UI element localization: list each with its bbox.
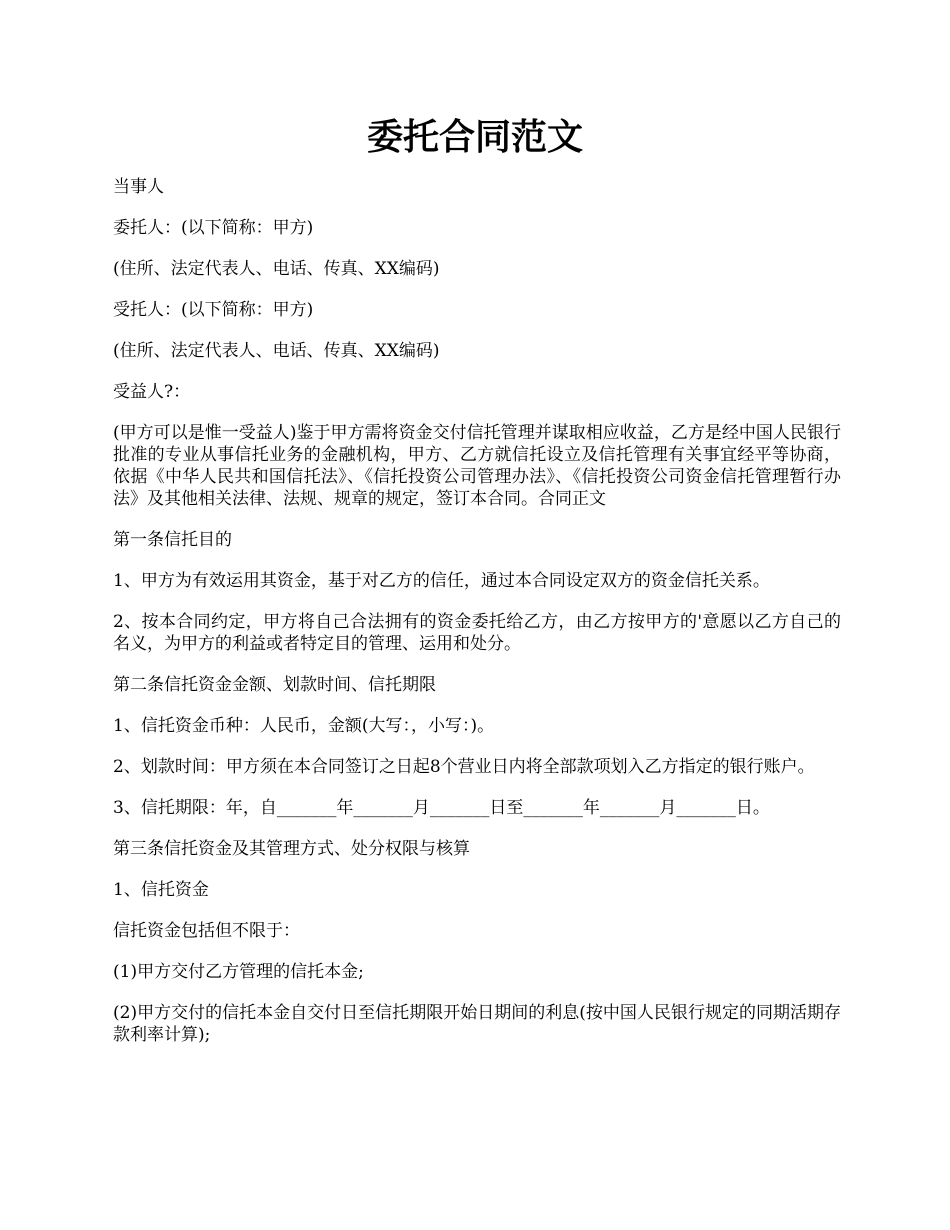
paragraph-article-2-item-1: 1、信托资金币种：人民币，金额(大写：，小写：)。 — [113, 716, 495, 736]
paragraph-trustee: 受托人：(以下简称：甲方) — [113, 300, 314, 320]
paragraph-article-2-item-3: 3、信托期限：年，自_______年_______月_______日至_______年_______月_______日。 — [113, 798, 770, 818]
paragraph-article-2-item-2: 2、划款时间：甲方须在本合同签订之日起8个营业日内将全部款项划入乙方指定的银行账户。 — [113, 757, 815, 777]
paragraph-principal: 委托人：(以下简称：甲方) — [113, 218, 314, 238]
paragraph-article-3-intro: 信托资金包括但不限于： — [113, 921, 300, 941]
paragraph-article-2-heading: 第二条信托资金金额、划款时间、信托期限 — [113, 675, 436, 695]
paragraph-trustee-details: (住所、法定代表人、电话、传真、XX编码) — [113, 341, 440, 361]
paragraph-article-3-sub-1: (1)甲方交付乙方管理的信托本金; — [113, 962, 364, 982]
paragraph-article-1-item-1: 1、甲方为有效运用其资金，基于对乙方的信任，通过本合同设定双方的资金信托关系。 — [113, 571, 770, 591]
paragraph-preamble: (甲方可以是惟一受益人)鉴于甲方需将资金交付信托管理并谋取相应收益，乙方是经中国人民银行批准的专业从事信托业务的金融机构，甲方、乙方就信托设立及信托管理有关事宜经平等协商，依据《中华人民共和国信托法》、《信托投资公司管理办法》、《信托投资公司资金信托管理暂行办法》及其他相关法律、法规、规章的规定，签订本合同。合同正文 — [113, 423, 841, 509]
paragraph-beneficiary: 受益人?： — [113, 382, 191, 402]
paragraph-article-3-heading: 第三条信托资金及其管理方式、处分权限与核算 — [113, 839, 470, 859]
paragraph-article-1-heading: 第一条信托目的 — [113, 530, 232, 550]
paragraph-article-1-item-2: 2、按本合同约定，甲方将自己合法拥有的资金委托给乙方，由乙方按甲方的'意愿以乙方自己的名义，为甲方的利益或者特定目的管理、运用和处分。 — [113, 612, 841, 654]
paragraph-article-3-sub-2: (2)甲方交付的信托本金自交付日至信托期限开始日期间的利息(按中国人民银行规定的同期活期存款利率计算); — [113, 1003, 841, 1045]
paragraph-principal-details: (住所、法定代表人、电话、传真、XX编码) — [113, 259, 440, 279]
document-body — [113, 176, 841, 1065]
paragraph-article-3-item-1: 1、信托资金 — [113, 880, 209, 900]
document-title: 委托合同范文 — [366, 116, 583, 158]
paragraph-parties-heading: 当事人 — [113, 177, 164, 197]
